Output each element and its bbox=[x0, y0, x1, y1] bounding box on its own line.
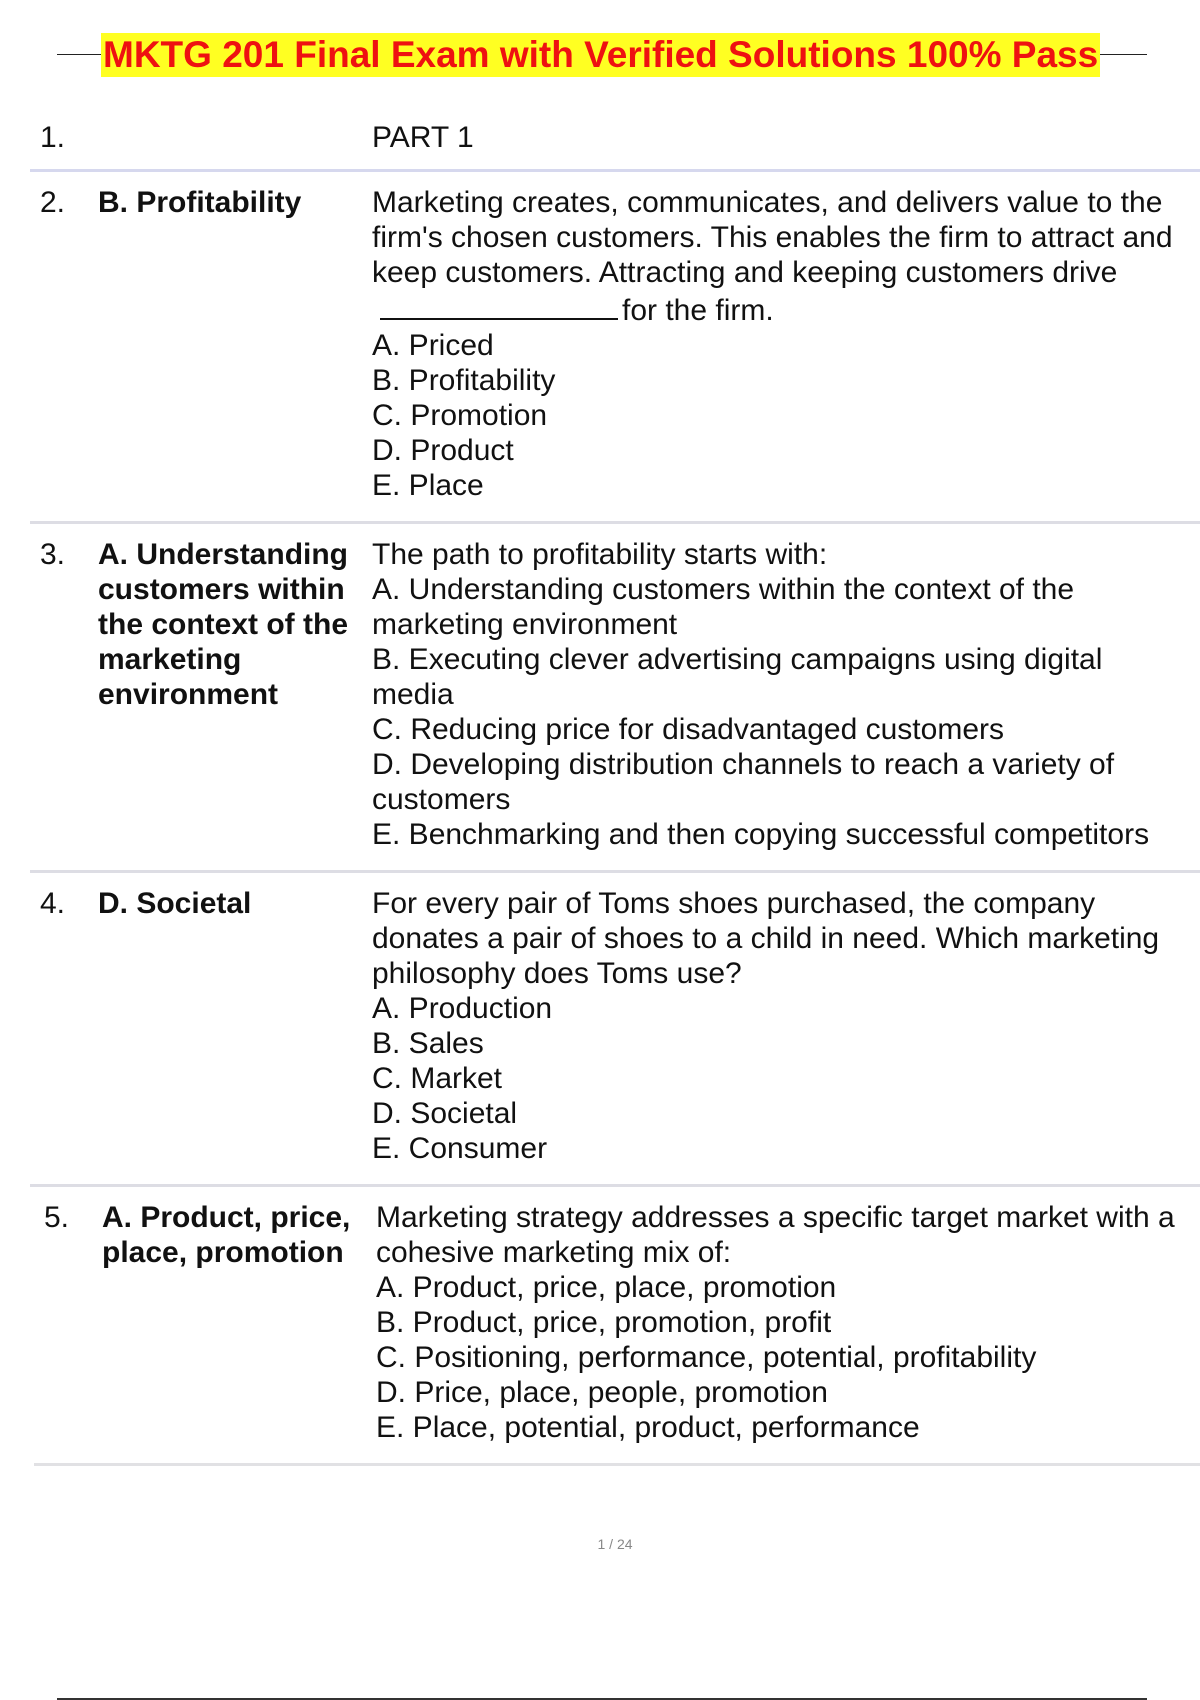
qa-list bbox=[30, 112, 1200, 1466]
option-e: E. Benchmarking and then copying successful competitors bbox=[372, 818, 1150, 851]
option-a: A. Product, price, place, promotion bbox=[376, 1271, 837, 1304]
option-d: D. Product bbox=[372, 434, 514, 467]
qa-row-5 bbox=[34, 1187, 1200, 1466]
option-b: B. Executing clever advertising campaigns using digital media bbox=[372, 643, 1103, 711]
answer-term: A. Understanding customers within the context of the marketing environment bbox=[98, 538, 349, 711]
option-c: C. Reducing price for disadvantaged customers bbox=[372, 713, 1004, 746]
item-number: 2. bbox=[40, 186, 66, 219]
fill-in-blank bbox=[380, 290, 618, 320]
option-c: C. Positioning, performance, potential, profitability bbox=[376, 1341, 1037, 1374]
option-b: B. Profitability bbox=[372, 364, 556, 397]
item-number: 4. bbox=[40, 887, 66, 920]
question-block bbox=[376, 1200, 1184, 1445]
page-number: 1 / 24 bbox=[597, 1536, 633, 1552]
qa-row-4 bbox=[30, 873, 1200, 1187]
question-text-continued: for the firm. bbox=[622, 294, 774, 327]
question-block bbox=[372, 537, 1180, 852]
answer-term: B. Profitability bbox=[98, 186, 302, 219]
question-block bbox=[372, 185, 1180, 503]
option-d: D. Societal bbox=[372, 1097, 518, 1130]
option-e: E. Place, potential, product, performance bbox=[376, 1411, 920, 1444]
answer-term bbox=[98, 120, 372, 155]
question-text: The path to profitability starts with: bbox=[372, 538, 828, 571]
option-d: D. Price, place, people, promotion bbox=[376, 1376, 828, 1409]
item-number: 5. bbox=[44, 1201, 70, 1234]
title-bar bbox=[57, 30, 1147, 78]
option-b: B. Sales bbox=[372, 1027, 484, 1060]
option-b: B. Product, price, promotion, profit bbox=[376, 1306, 832, 1339]
question-text: PART 1 bbox=[372, 121, 474, 154]
option-d: D. Developing distribution channels to reach a variety of customers bbox=[372, 748, 1115, 816]
answer-term: D. Societal bbox=[98, 887, 252, 920]
item-number: 3. bbox=[40, 538, 66, 571]
question-text: Marketing creates, communicates, and delivers value to the firm's chosen customers. This enables the firm to attract and keep customers. Attracting and keeping customers drive bbox=[372, 186, 1173, 289]
option-a: A. Understanding customers within the context of the marketing environment bbox=[372, 573, 1075, 641]
option-e: E. Consumer bbox=[372, 1132, 548, 1165]
option-a: A. Priced bbox=[372, 329, 494, 362]
question-text: For every pair of Toms shoes purchased, the company donates a pair of shoes to a child in need. Which marketing philosophy does Toms use? bbox=[372, 887, 1160, 990]
item-number: 1. bbox=[40, 121, 66, 154]
option-e: E. Place bbox=[372, 469, 484, 502]
option-c: C. Market bbox=[372, 1062, 503, 1095]
question-block bbox=[372, 886, 1180, 1166]
qa-row-3 bbox=[30, 524, 1200, 873]
question-text: Marketing strategy addresses a specific target market with a cohesive marketing mix of: bbox=[376, 1201, 1175, 1269]
answer-term: A. Product, price, place, promotion bbox=[102, 1201, 351, 1269]
qa-row-2 bbox=[30, 172, 1200, 524]
option-c: C. Promotion bbox=[372, 399, 548, 432]
page-title: MKTG 201 Final Exam with Verified Solutions 100% Pass bbox=[103, 34, 1099, 75]
option-a: A. Production bbox=[372, 992, 553, 1025]
qa-row-1 bbox=[30, 112, 1200, 172]
